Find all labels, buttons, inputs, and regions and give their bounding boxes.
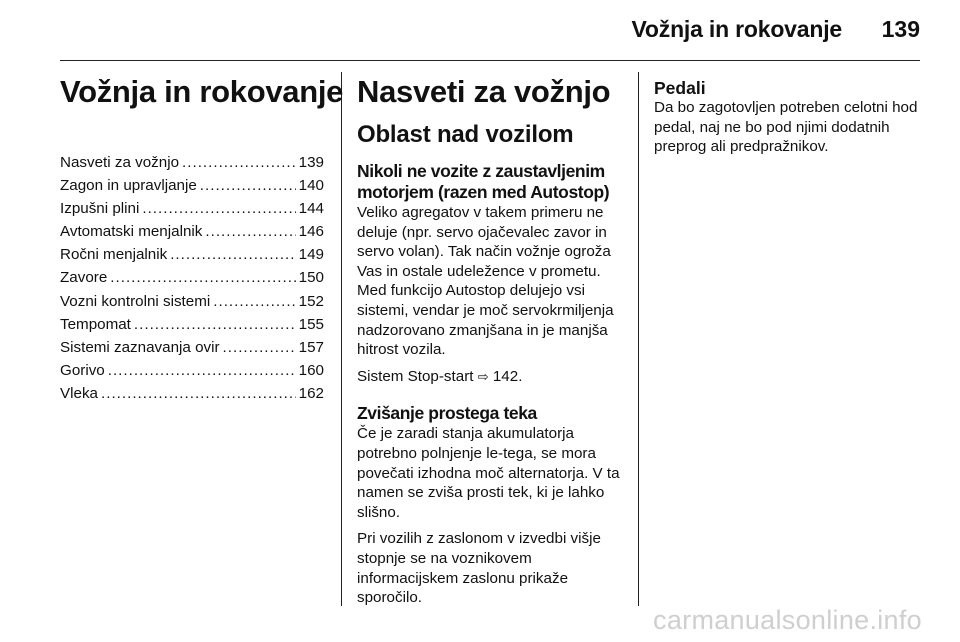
column-divider-2 [638,72,639,606]
spacer [357,393,625,403]
body-paragraph: Pri vozilih z zaslonom v izvedbi višje stopnje se na voznikovem informacijskem zaslonu prikaže sporočilo. [357,530,601,607]
toc-leader [101,382,296,405]
toc-page: 146 [298,223,324,241]
body-paragraph: Če je zaradi stanja akumulatorja potrebno polnjenje le-tega, se mora povečati izhodna moč alternatorja. V ta namen se zviša prosti tek, ki je lahko slišno. [357,425,620,521]
toc-leader [170,243,295,266]
toc-label: Tempomat [60,315,131,333]
toc-entry[interactable] [60,151,324,174]
xref-text: Sistem Stop-start [357,367,474,385]
table-of-contents [60,151,324,405]
chapter-title: Vožnja in rokovanje [60,74,344,109]
right-content [654,78,920,164]
arrow-right-icon: ⇨ [477,368,489,384]
cross-reference[interactable] [357,367,625,387]
toc-leader [182,151,296,174]
toc-entry[interactable] [60,382,324,405]
toc-leader [213,290,295,313]
toc-page: 140 [298,177,324,195]
subsection-heading: Nikoli ne vozite z zaustavljenim motorjem (razen med Autostop) [357,161,610,202]
header-rule [60,60,920,61]
toc-leader [205,220,295,243]
toc-leader [108,359,296,382]
toc-label: Ročni menjalnik [60,246,168,264]
toc-entry[interactable] [60,197,324,220]
toc-page: 162 [298,384,324,402]
toc-entry[interactable] [60,266,324,289]
toc-label: Zavore [60,269,108,287]
toc-leader [223,336,296,359]
toc-entry[interactable] [60,336,324,359]
toc-entry[interactable] [60,220,324,243]
section-subtitle: Oblast nad vozilom [357,121,574,148]
body-paragraph: Da bo zagotovljen potreben celotni hod pedal, naj ne bo pod njimi dodatnih preprog ali predpražnikov. [654,99,918,156]
toc-page: 152 [298,292,324,310]
toc-label: Izpušni plini [60,200,140,218]
toc-label: Sistemi zaznavanja ovir [60,338,220,356]
header-title: Vožnja in rokovanje [631,16,842,42]
toc-label: Avtomatski menjalnik [60,223,203,241]
toc-leader [110,266,295,289]
subsection-heading: Pedali [654,78,706,98]
toc-leader [142,197,295,220]
toc-entry[interactable] [60,290,324,313]
toc-page: 157 [298,338,324,356]
toc-page: 149 [298,246,324,264]
section-title: Nasveti za vožnjo [357,74,611,109]
toc-entry[interactable] [60,174,324,197]
toc-leader [200,174,296,197]
toc-label: Zagon in upravljanje [60,177,197,195]
toc-label: Vleka [60,384,98,402]
watermark: carmanualsonline.info [653,605,922,635]
toc-leader [134,313,296,336]
page-header [0,0,960,60]
middle-content [357,121,625,615]
toc-page: 150 [298,269,324,287]
toc-page: 155 [298,315,324,333]
xref-page: 142. [492,367,523,385]
toc-page: 144 [298,200,324,218]
toc-entry[interactable] [60,243,324,266]
toc-entry[interactable] [60,313,324,336]
toc-label: Nasveti za vožnjo [60,154,180,171]
subsection-heading: Zvišanje prostega teka [357,403,537,424]
column-divider-1 [341,72,342,606]
header-page-number: 139 [881,16,920,42]
toc-page: 139 [298,154,324,171]
toc-label: Gorivo [60,361,105,379]
toc-page: 160 [298,361,324,379]
body-paragraph: Veliko agregatov v takem primeru ne deluje (npr. servo ojačevalec zavor in servo volan). Tak način vožnje ogroža Vas in ostale udeležence v prometu. Med funkcijo Autostop delujejo vsi sistemi, vendar je moč servokrmiljenja nadzorovano zmanjšana in je manjša hitrost vozila. [357,204,614,359]
toc-entry[interactable] [60,359,324,382]
toc-label: Vozni kontrolni sistemi [60,292,211,310]
